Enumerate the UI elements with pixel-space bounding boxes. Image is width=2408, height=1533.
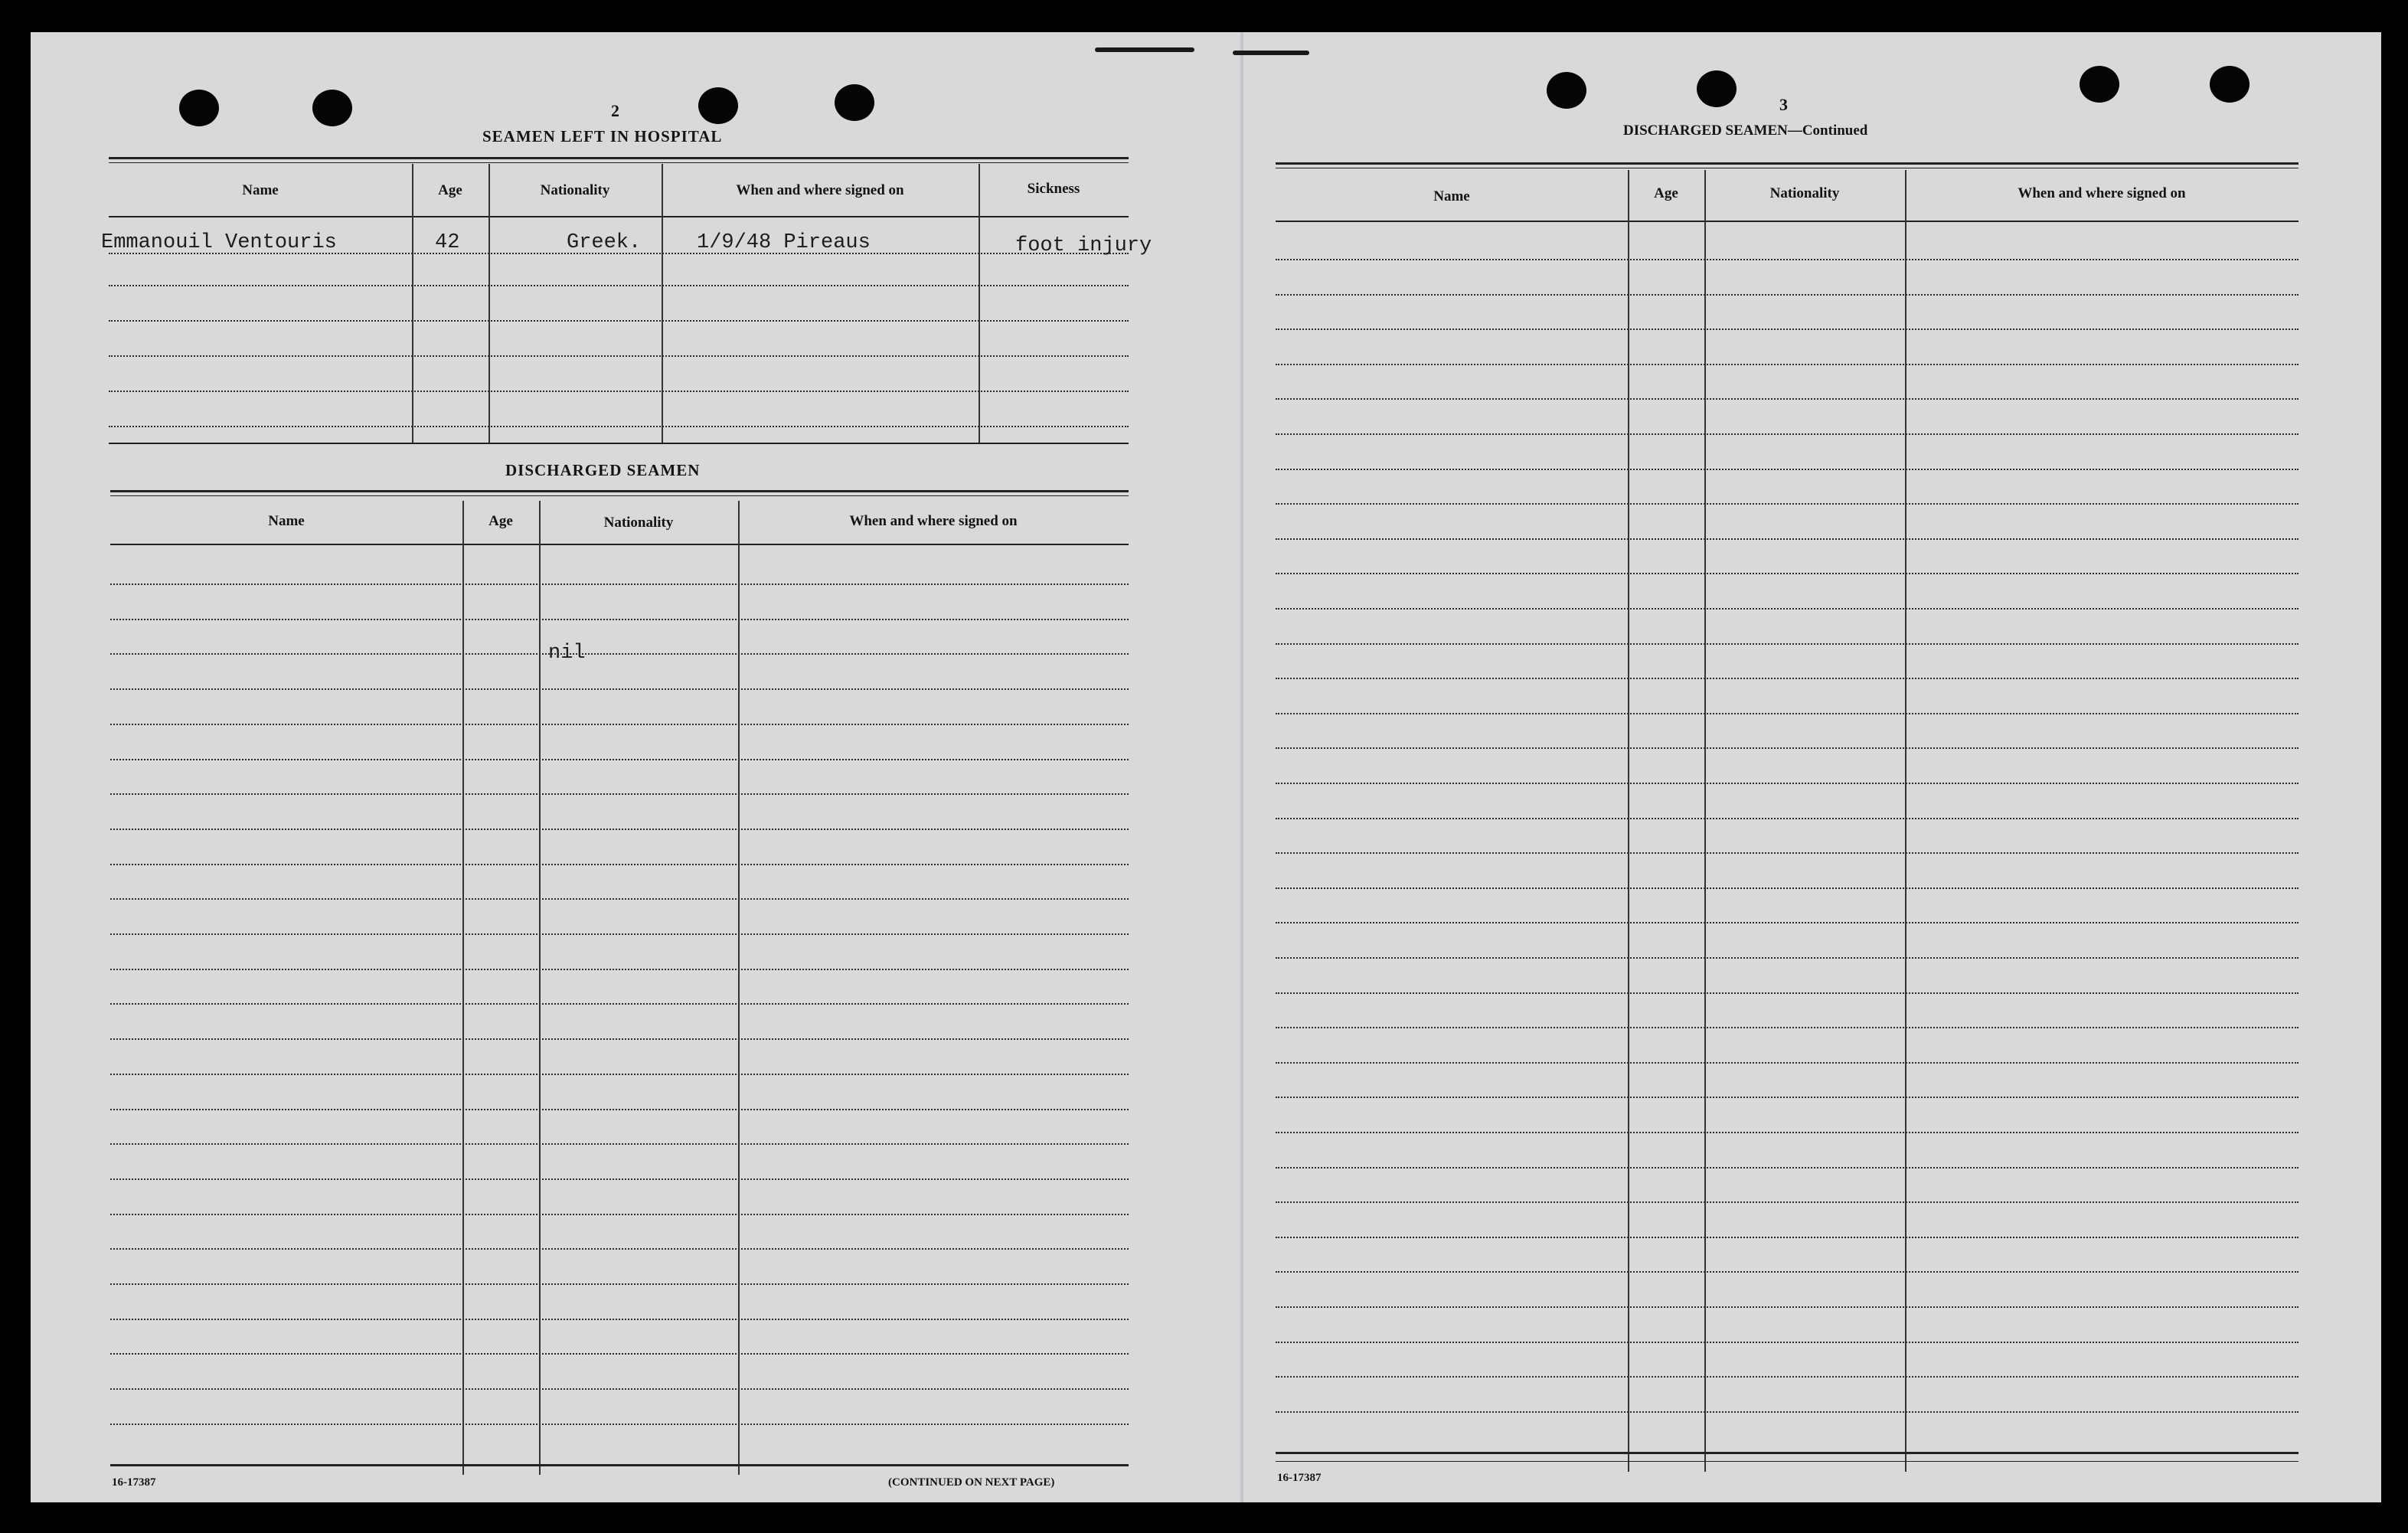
column-divider [488,164,490,443]
ruled-line [1276,818,2299,819]
column-divider [412,164,413,443]
ink-mark [1095,47,1194,52]
ruled-line [1276,783,2299,784]
ruled-line [1276,957,2299,959]
ruled-line [110,1353,1129,1355]
hospital-section-title: SEAMEN LEFT IN HOSPITAL [482,127,723,145]
ruled-line [110,1388,1129,1390]
hospital-age-entry: 42 [435,231,460,254]
discharged-section-title: DISCHARGED SEAMEN [505,461,701,479]
ruled-line [1276,1097,2299,1098]
ruled-line [1276,643,2299,645]
right-col-signed-on: When and where signed on [2018,185,2186,201]
hospital-signed-on-entry: 1/9/48 Pireaus [697,231,871,254]
rule [110,1464,1129,1466]
ruled-line [110,969,1129,970]
rule [110,495,1129,496]
punch-hole [835,84,874,121]
ruled-line [1276,469,2299,470]
page-fold [1240,32,1243,1502]
disc-col-nationality: Nationality [603,515,674,531]
hospital-name-entry: Emmanouil Ventouris [101,231,337,254]
ink-mark [1233,51,1309,55]
ruled-line [109,391,1129,392]
page-number: 2 [611,101,619,120]
discharged-nil-entry: nil [548,642,586,665]
disc-col-age: Age [488,513,513,529]
ruled-line [110,1283,1129,1285]
ruled-line [109,285,1129,286]
rule [1276,162,2299,165]
ruled-line [1276,1201,2299,1203]
ruled-line [110,1248,1129,1250]
ruled-line [1276,608,2299,610]
rule [1276,1452,2299,1454]
ruled-line [1276,922,2299,923]
rule [110,490,1129,492]
rule [109,157,1129,159]
column-divider [738,501,740,1475]
ruled-line [110,688,1129,690]
punch-hole [2210,66,2250,103]
ruled-line [1276,678,2299,679]
ruled-line [110,1143,1129,1145]
ruled-line [110,864,1129,865]
hosp-col-sickness: Sickness [1027,181,1080,197]
ruled-line [110,583,1129,585]
column-divider [979,164,980,443]
ruled-line [1276,573,2299,574]
continued-note: (CONTINUED ON NEXT PAGE) [888,1476,1055,1489]
ruled-line [1276,433,2299,435]
ruled-line [110,1178,1129,1180]
page-number: 3 [1779,95,1788,114]
punch-hole [1697,70,1737,107]
form-number: 16-17387 [1277,1472,1322,1484]
ruled-line [1276,294,2299,296]
ruled-line [110,759,1129,760]
ruled-line [109,355,1129,357]
column-divider [1628,170,1629,1472]
disc-col-name: Name [268,513,305,529]
rule [109,162,1129,163]
ruled-line [1276,1062,2299,1064]
ruled-line [1276,852,2299,854]
disc-col-signed-on: When and where signed on [849,513,1018,529]
ruled-line [1276,992,2299,994]
right-col-nationality: Nationality [1769,185,1840,201]
punch-hole [698,87,738,124]
punch-hole [312,90,352,126]
ruled-line [1276,538,2299,540]
ruled-line [1276,503,2299,505]
ruled-line [110,619,1129,620]
right-col-name: Name [1433,188,1470,204]
ruled-line [110,1038,1129,1040]
ruled-line [1276,398,2299,400]
ruled-line [1276,713,2299,714]
hosp-col-signed-on: When and where signed on [736,182,904,198]
hosp-col-nationality: Nationality [540,182,610,198]
column-divider [1905,170,1906,1472]
ruled-line [110,1003,1129,1005]
scanned-document [31,32,2381,1502]
hospital-nationality-entry: Greek. [567,231,642,254]
hospital-sickness-entry: foot injury [1015,234,1152,257]
rule [110,544,1129,545]
ruled-line [1276,747,2299,749]
column-divider [1704,170,1706,1472]
punch-hole [179,90,219,126]
ruled-line [1276,1167,2299,1169]
rule [1276,221,2299,222]
ruled-line [1276,887,2299,889]
rule [1276,1461,2299,1462]
ruled-line [1276,328,2299,330]
ruled-line [110,1424,1129,1425]
form-number: 16-17387 [112,1476,156,1489]
ruled-line [109,426,1129,427]
right-section-title: DISCHARGED SEAMEN—Continued [1623,123,1868,139]
ruled-line [110,933,1129,935]
ruled-line [110,724,1129,725]
ruled-line [1276,1271,2299,1273]
ruled-line [1276,1027,2299,1028]
column-divider [662,164,663,443]
ruled-line [110,653,1129,655]
rule [109,216,1129,217]
punch-hole [1547,72,1586,109]
ruled-line [110,829,1129,830]
punch-hole [2080,66,2119,103]
hosp-col-age: Age [438,182,462,198]
ruled-line [1276,1411,2299,1413]
column-divider [462,501,464,1475]
ruled-line [110,1074,1129,1075]
ruled-line [110,793,1129,795]
ruled-line [1276,1237,2299,1238]
ruled-line [110,1319,1129,1320]
ruled-line [109,320,1129,322]
ruled-line [1276,1306,2299,1308]
ruled-line [1276,1132,2299,1133]
hosp-col-name: Name [242,182,279,198]
ruled-line [110,1214,1129,1215]
rule [109,443,1129,444]
ruled-line [110,1109,1129,1110]
ruled-line [110,898,1129,900]
column-divider [539,501,541,1475]
right-col-age: Age [1654,185,1678,201]
ruled-line [1276,1342,2299,1343]
ruled-line [1276,364,2299,365]
ruled-line [1276,259,2299,260]
ruled-line [1276,1376,2299,1378]
